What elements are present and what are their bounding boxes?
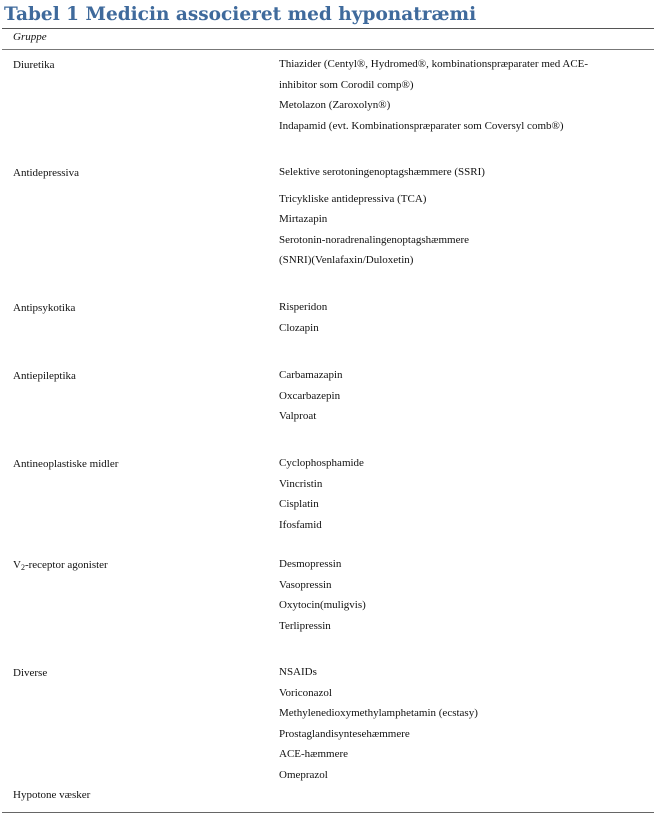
drug-list-v2-receptor-agonister bbox=[279, 554, 649, 636]
drug-item: Selektive serotoningenoptagshæmmere (SSRI) bbox=[279, 166, 485, 178]
drug-item: Ifosfamid bbox=[279, 518, 322, 531]
drug-item: Voriconazol bbox=[279, 686, 332, 699]
top-rule bbox=[2, 28, 654, 29]
group-label-suffix: -receptor agonister bbox=[24, 559, 108, 571]
group-label-diuretika: Diuretika bbox=[13, 59, 55, 71]
group-label-hypotone-vaesker: Hypotone væsker bbox=[13, 789, 91, 801]
drug-item: NSAIDs bbox=[279, 666, 317, 678]
drug-item: Prostaglandisyntesehæmmere bbox=[279, 727, 410, 740]
drug-list-diverse bbox=[279, 662, 649, 785]
drug-list-antiepileptika bbox=[279, 365, 649, 427]
drug-item: Oxcarbazepin bbox=[279, 389, 341, 402]
header-rule bbox=[2, 49, 654, 50]
drug-item: Serotonin-noradrenalingenoptagshæmmere bbox=[279, 233, 470, 246]
drug-list-antineoplastiske-midler bbox=[279, 453, 649, 535]
drug-item: inhibitor som Corodil comp®) bbox=[279, 78, 414, 91]
drug-item: (SNRI)(Venlafaxin/Duloxetin) bbox=[279, 254, 414, 266]
drug-item: Methylenedioxymethylamphetamin (ecstasy) bbox=[279, 707, 478, 719]
drug-item: Valproat bbox=[279, 410, 317, 422]
group-label-v2-receptor-agonister bbox=[13, 558, 108, 572]
drug-item: Vincristin bbox=[279, 477, 323, 490]
drug-list-diuretika bbox=[279, 54, 649, 136]
bottom-rule bbox=[2, 812, 654, 813]
drug-item: ACE-hæmmere bbox=[279, 748, 349, 760]
column-header-gruppe: Gruppe bbox=[13, 31, 47, 43]
drug-item: Oxytocin(muligvis) bbox=[279, 599, 366, 611]
drug-item: Indapamid (evt. Kombinationspræparater som Coversyl comb®) bbox=[279, 119, 564, 132]
drug-list-antipsykotika bbox=[279, 297, 649, 338]
group-label-subscript: 2 bbox=[20, 563, 25, 572]
drug-item: Tricykliske antidepressiva (TCA) bbox=[279, 192, 427, 205]
group-label-antidepressiva: Antidepressiva bbox=[13, 167, 79, 179]
drug-item: Omeprazol bbox=[279, 768, 328, 781]
group-label-antineoplastiske-midler: Antineoplastiske midler bbox=[13, 458, 119, 470]
drug-item: Risperidon bbox=[279, 301, 328, 313]
drug-item: Mirtazapin bbox=[279, 213, 328, 225]
drug-item: Thiazider (Centyl®, Hydromed®, kombinationspræparater med ACE- bbox=[279, 58, 589, 70]
drug-item: Carbamazapin bbox=[279, 369, 343, 381]
drug-item: Clozapin bbox=[279, 321, 319, 334]
drug-item: Terlipressin bbox=[279, 619, 331, 632]
group-label-diverse: Diverse bbox=[13, 667, 48, 679]
group-label-antipsykotika: Antipsykotika bbox=[13, 302, 76, 314]
drug-item: Desmopressin bbox=[279, 558, 342, 570]
drug-item: Metolazon (Zaroxolyn®) bbox=[279, 99, 391, 111]
drug-item: Cisplatin bbox=[279, 498, 319, 510]
table-title: Tabel 1 Medicin associeret med hyponatræmi bbox=[4, 4, 477, 25]
drug-list-antidepressiva bbox=[279, 162, 649, 271]
drug-item: Cyclophosphamide bbox=[279, 457, 364, 469]
group-label-prefix: V bbox=[13, 559, 21, 571]
group-label-antiepileptika: Antiepileptika bbox=[13, 370, 76, 382]
drug-item: Vasopressin bbox=[279, 578, 332, 591]
